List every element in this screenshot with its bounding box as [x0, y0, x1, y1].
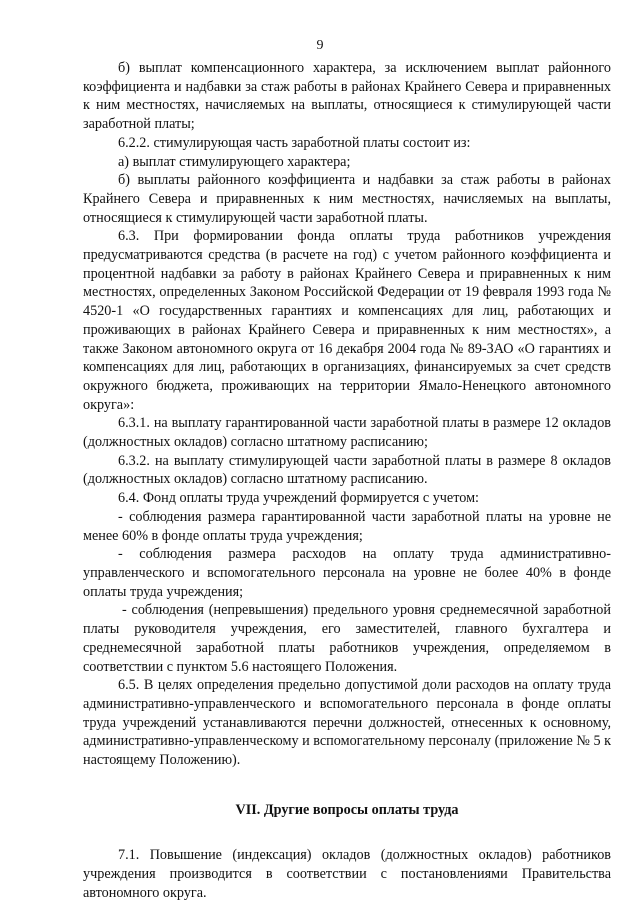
paragraph-stimulating-payments: а) выплат стимулирующего характера; — [118, 153, 351, 170]
paragraph-salary-limit: - соблюдения (непревышения) предельного уровня среднемесячной заработной платы руководителя учреждения, его заместителей, главного бухгалтера и среднемесячной заработной платы работников учреждения, определяемом в соответствии с пунктом 5.6 настоящего Положения. — [83, 602, 611, 675]
page-number: 9 — [316, 38, 324, 53]
paragraph-admin-share: - соблюдения размера расходов на оплату труда административно-управленческого и вспомогательного персонала на уровне не более 40% в фонде оплаты труда учреждения; — [83, 546, 611, 600]
paragraph-guaranteed-share: - соблюдения размера гарантированной части заработной платы на уровне не менее 60% в фонде оплаты труда учреждения; — [83, 508, 611, 544]
section-heading: VII. Другие вопросы оплаты труда — [235, 801, 459, 818]
paragraph-6-4: 6.4. Фонд оплаты труда учреждений формируется с учетом: — [118, 490, 479, 507]
paragraph-7-1: 7.1. Повышение (индексация) окладов (должностных окладов) работников учреждения производится в соответствии с постановлениями Правительства автономного округа. — [83, 847, 611, 901]
paragraph-6-3-1: 6.3.1. на выплату гарантированной части заработной платы в размере 12 окладов (должностных окладов) согласно штатному расписанию; — [83, 415, 611, 451]
paragraph-regional-coefficient: б) выплаты районного коэффициента и надбавки за стаж работы в районах Крайнего Севера и приравненных к ним местностях, начисляемых на выплаты, относящиеся к стимулирующей части заработной платы. — [83, 172, 611, 226]
paragraph-6-3-2: 6.3.2. на выплату стимулирующей части заработной платы в размере 8 окладов (должностных окладов) согласно штатному расписанию. — [83, 452, 611, 488]
paragraph-6-5: 6.5. В целях определения предельно допустимой доли расходов на оплату труда административно-управленческого и вспомогательного персонала в фонде оплаты труда учреждений устанавливаются перечни должностей, отнесенных к основному, административно-управленческому и вспомогательному персоналу (приложение № 5 к настоящему Положению). — [83, 677, 611, 769]
paragraph-compensation-payments: б) выплат компенсационного характера, за исключением выплат районного коэффициента и надбавки за стаж работы в районах Крайнего Севера и приравненных к ним местностях, начисляемых на выплаты, относящиеся к стимулирующей части заработной платы; — [83, 60, 611, 133]
paragraph-6-3: 6.3. При формировании фонда оплаты труда работников учреждения предусматриваются средства (в расчете на год) с учетом районного коэффициента и процентной надбавки за работу в районах Крайнего Севера и приравненных к ним местностях, определенных Законом Российской Федерации от 19 февраля 1993 года № 4520-1 «О государственных гарантиях и компенсациях для лиц, работающих и проживающих в районах Крайнего Севера и приравненных к ним местностях», а также Законом автономного округа от 16 декабря 2004 года № 89-ЗАО «О гарантиях и компенсациях для лиц, работающих в организациях, финансируемых за счет средств окружного бюджета, проживающих на территории Ямало-Ненецкого автономного округа»: — [83, 228, 611, 413]
document-body — [83, 59, 611, 903]
paragraph-6-2-2: 6.2.2. стимулирующая часть заработной платы состоит из: — [118, 134, 471, 151]
